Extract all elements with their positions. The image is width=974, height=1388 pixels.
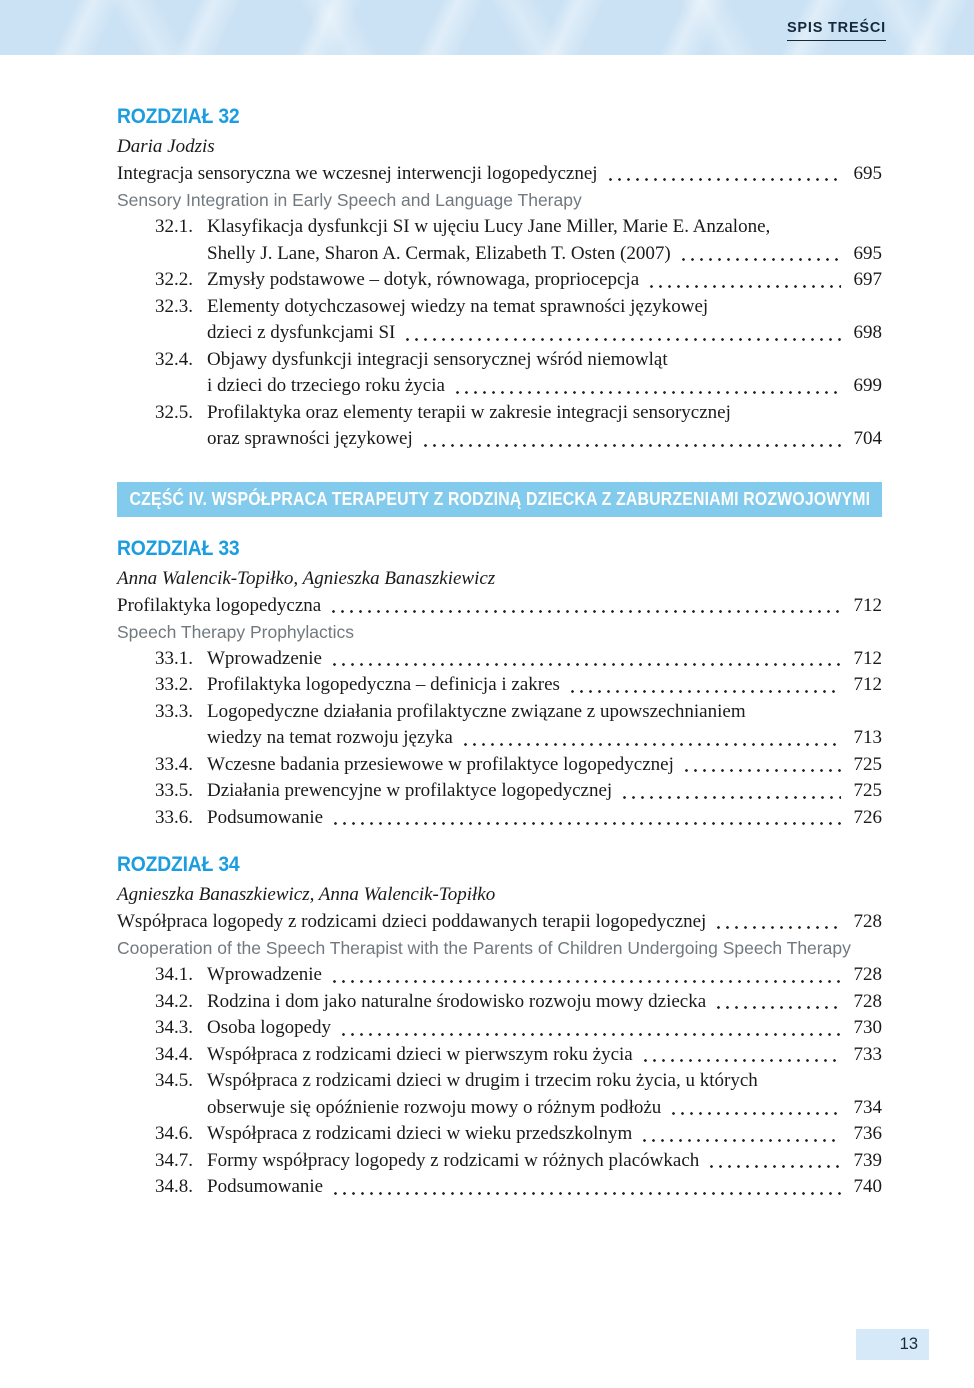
toc-item-line	[117, 646, 882, 673]
toc-item	[117, 752, 882, 779]
chapter-title-entry	[117, 592, 882, 619]
toc-item-line	[117, 1121, 882, 1148]
toc-item-text: Współpraca z rodzicami dzieci w drugim i trzecim roku życia, u których	[207, 1070, 758, 1091]
toc-item-line	[117, 1148, 882, 1175]
toc-item-text: Elementy dotychczasowej wiedzy na temat sprawności językowej	[207, 295, 709, 317]
toc-item-line	[117, 241, 882, 268]
toc-item-number: 34.3.	[155, 1017, 193, 1038]
dot-leader	[669, 1111, 841, 1116]
dot-leader	[331, 821, 841, 826]
toc-item-text: Działania prewencyjne w profilaktyce logopedycznej	[207, 780, 613, 801]
toc-item-text: Wczesne badania przesiewowe w profilaktyce logopedycznej	[207, 753, 674, 775]
page-header-band	[0, 0, 974, 55]
toc-item-number: 34.4.	[155, 1043, 193, 1065]
toc-item-line	[117, 672, 882, 699]
footer-page-number: 13	[899, 1335, 918, 1353]
chapter-heading: ROZDZIAŁ 33	[117, 536, 240, 560]
dot-leader	[453, 390, 841, 395]
dot-leader	[339, 1032, 841, 1037]
toc-item	[117, 1068, 882, 1121]
part-banner-label: CZĘŚĆ IV. WSPÓŁPRACA TERAPEUTY Z RODZINĄ DZIECKA Z ZABURZENIAMI ROZWOJOWYMI	[129, 488, 870, 509]
toc-item-number: 33.2.	[155, 674, 193, 695]
toc-item-number: 34.1.	[155, 964, 193, 985]
dot-leader	[403, 337, 841, 342]
toc-item-text: Zmysły podstawowe – dotyk, równowaga, propriocepcja	[207, 269, 640, 290]
toc-item	[117, 214, 882, 267]
toc-item	[117, 989, 882, 1016]
chapter-heading: ROZDZIAŁ 34	[117, 853, 240, 876]
chapter-title-entry	[117, 908, 882, 935]
toc-item-page-number: 734	[853, 1096, 882, 1118]
toc-item-page-number: 733	[853, 1043, 882, 1065]
toc-item-page-number: 713	[853, 727, 882, 748]
toc-item-page-number: 725	[853, 780, 882, 801]
chapter-items-list	[117, 962, 882, 1201]
toc-item	[117, 1121, 882, 1148]
chapter-title-text: Współpraca logopedy z rodzicami dzieci poddawanych terapii logopedycznej	[117, 911, 707, 932]
toc-content	[0, 55, 974, 1201]
toc-item-line	[117, 294, 882, 321]
toc-item-text: Profilaktyka oraz elementy terapii w zakresie integracji sensorycznej	[207, 401, 731, 423]
toc-item-number: 32.1.	[155, 216, 193, 237]
toc-item-line	[117, 1015, 882, 1042]
dot-leader	[647, 284, 841, 289]
toc-item-text: Rodzina i dom jako naturalne środowisko rozwoju mowy dziecka	[207, 990, 707, 1012]
toc-item	[117, 1042, 882, 1069]
toc-item-number: 34.8.	[155, 1176, 193, 1197]
toc-item-number: 32.2.	[155, 269, 193, 290]
chapter-title-page-number: 695	[853, 163, 882, 184]
toc-item-page-number: 699	[853, 375, 882, 396]
toc-item-line	[117, 400, 882, 427]
toc-item-text: obserwuje się opóźnienie rozwoju mowy o różnym podłożu	[207, 1096, 662, 1118]
chapter-title-entry	[117, 160, 882, 187]
chapter-subtitle-english: Cooperation of the Speech Therapist with the Parents of Children Undergoing Speech Therapy	[117, 938, 851, 958]
chapter-heading: ROZDZIAŁ 32	[117, 105, 240, 128]
toc-item	[117, 1148, 882, 1175]
toc-item	[117, 294, 882, 347]
chapter-items-list	[117, 214, 882, 453]
chapter-subtitle-english: Speech Therapy Prophylactics	[117, 621, 355, 642]
dot-leader	[714, 925, 841, 930]
toc-item-line	[117, 1095, 882, 1122]
chapter-subtitle-english: Sensory Integration in Early Speech and Language Therapy	[117, 190, 582, 210]
toc-item-line	[117, 1068, 882, 1095]
dot-leader	[331, 1191, 841, 1196]
toc-item-page-number: 704	[853, 428, 882, 449]
toc-item	[117, 962, 882, 989]
toc-item-text: Profilaktyka logopedyczna – definicja i zakres	[207, 674, 560, 695]
toc-item-line	[117, 725, 882, 752]
toc-item-page-number: 712	[853, 647, 882, 669]
toc-item-line	[117, 699, 882, 726]
toc-item-page-number: 739	[853, 1149, 882, 1171]
toc-item	[117, 672, 882, 699]
dot-leader	[620, 795, 841, 800]
toc-item-number: 33.6.	[155, 806, 193, 828]
toc-item-text: Wprowadzenie	[207, 964, 322, 985]
chapter-authors: Agnieszka Banaszkiewicz, Anna Walencik-Topiłko	[117, 884, 496, 905]
chapter-section-rozdzial-33	[117, 537, 882, 832]
toc-item-line	[117, 267, 882, 294]
toc-item-page-number: 728	[853, 964, 882, 985]
toc-item	[117, 646, 882, 673]
part-banner	[117, 482, 882, 517]
toc-item-page-number: 695	[853, 242, 882, 264]
toc-item-page-number: 726	[853, 806, 882, 828]
toc-item-page-number: 725	[853, 753, 882, 775]
chapter-title-text: Profilaktyka logopedyczna	[117, 594, 322, 616]
toc-item-text: Podsumowanie	[207, 1176, 324, 1197]
toc-item-text: Współpraca z rodzicami dzieci w pierwszym roku życia	[207, 1043, 633, 1065]
toc-item-line	[117, 805, 882, 832]
toc-item-number: 32.4.	[155, 348, 193, 370]
toc-item-text: Osoba logopedy	[207, 1017, 332, 1038]
toc-item-number: 33.5.	[155, 780, 193, 801]
dot-leader	[640, 1138, 841, 1143]
toc-item-text: Współpraca z rodzicami dzieci w wieku przedszkolnym	[207, 1123, 633, 1144]
toc-item-page-number: 712	[853, 674, 882, 695]
toc-item-line	[117, 347, 882, 374]
toc-item-text: oraz sprawności językowej	[207, 428, 413, 449]
footer-page-number-box	[856, 1329, 929, 1360]
toc-item-page-number: 740	[853, 1176, 882, 1197]
toc-item-number: 32.5.	[155, 401, 193, 423]
toc-item-number: 33.4.	[155, 753, 193, 775]
header-spis-tresci-label: SPIS TREŚCI	[787, 20, 886, 41]
toc-item-text: i dzieci do trzeciego roku życia	[207, 375, 445, 396]
toc-item-text: wiedzy na temat rozwoju języka	[207, 727, 453, 748]
toc-item-line	[117, 1042, 882, 1069]
dot-leader	[714, 1005, 841, 1010]
toc-item	[117, 805, 882, 832]
dot-leader	[682, 768, 841, 773]
toc-item-line	[117, 962, 882, 989]
toc-item	[117, 1174, 882, 1201]
toc-item-text: Objawy dysfunkcji integracji sensorycznej wśród niemowląt	[207, 348, 668, 370]
chapter-section-rozdzial-34	[117, 853, 882, 1201]
toc-item-text: Formy współpracy logopedy z rodzicami w różnych placówkach	[207, 1149, 700, 1171]
toc-item-text: Logopedyczne działania profilaktyczne związane z upowszechnianiem	[207, 700, 746, 722]
dot-leader	[679, 257, 841, 262]
chapter-authors: Anna Walencik-Topiłko, Agnieszka Banaszkiewicz	[117, 567, 496, 589]
toc-item-number: 34.5.	[155, 1070, 193, 1091]
toc-item-text: Klasyfikacja dysfunkcji SI w ujęciu Lucy Jane Miller, Marie E. Anzalone,	[207, 216, 771, 237]
chapter-title-page-number: 712	[853, 594, 882, 616]
toc-item-page-number: 730	[853, 1017, 882, 1038]
toc-item	[117, 400, 882, 453]
dot-leader	[461, 742, 841, 747]
dot-leader	[421, 443, 841, 448]
toc-item-number: 34.6.	[155, 1123, 193, 1144]
dot-leader	[641, 1058, 841, 1063]
toc-item	[117, 347, 882, 400]
chapter-section-rozdzial-32	[117, 105, 882, 453]
toc-item-page-number: 728	[853, 990, 882, 1012]
chapter-authors: Daria Jodzis	[117, 136, 215, 157]
toc-item	[117, 1015, 882, 1042]
toc-item-text: Wprowadzenie	[207, 647, 322, 669]
dot-leader	[329, 609, 841, 614]
toc-item-page-number: 736	[853, 1123, 882, 1144]
toc-item	[117, 778, 882, 805]
chapter-title-page-number: 728	[853, 911, 882, 932]
toc-item-number: 34.7.	[155, 1149, 193, 1171]
dot-leader	[330, 979, 841, 984]
dot-leader	[330, 662, 841, 667]
toc-item-line	[117, 426, 882, 453]
toc-item-number: 32.3.	[155, 295, 193, 317]
toc-item-text: Podsumowanie	[207, 806, 324, 828]
dot-leader	[606, 177, 841, 182]
toc-item-line	[117, 752, 882, 779]
dot-leader	[568, 689, 841, 694]
toc-item-line	[117, 373, 882, 400]
chapter-title-text: Integracja sensoryczna we wczesnej interwencji logopedycznej	[117, 163, 598, 184]
toc-item-line	[117, 989, 882, 1016]
toc-item-number: 33.1.	[155, 647, 193, 669]
toc-item-line	[117, 214, 882, 241]
toc-item	[117, 267, 882, 294]
toc-item-page-number: 698	[853, 322, 882, 343]
toc-item	[117, 699, 882, 752]
toc-item-line	[117, 778, 882, 805]
dot-leader	[707, 1164, 841, 1169]
toc-item-page-number: 697	[853, 269, 882, 290]
toc-item-number: 34.2.	[155, 990, 193, 1012]
chapter-items-list	[117, 646, 882, 832]
toc-item-text: dzieci z dysfunkcjami SI	[207, 322, 396, 343]
toc-item-line	[117, 1174, 882, 1201]
toc-item-number: 33.3.	[155, 700, 193, 722]
toc-item-line	[117, 320, 882, 347]
toc-item-text: Shelly J. Lane, Sharon A. Cermak, Elizabeth T. Osten (2007)	[207, 242, 671, 264]
